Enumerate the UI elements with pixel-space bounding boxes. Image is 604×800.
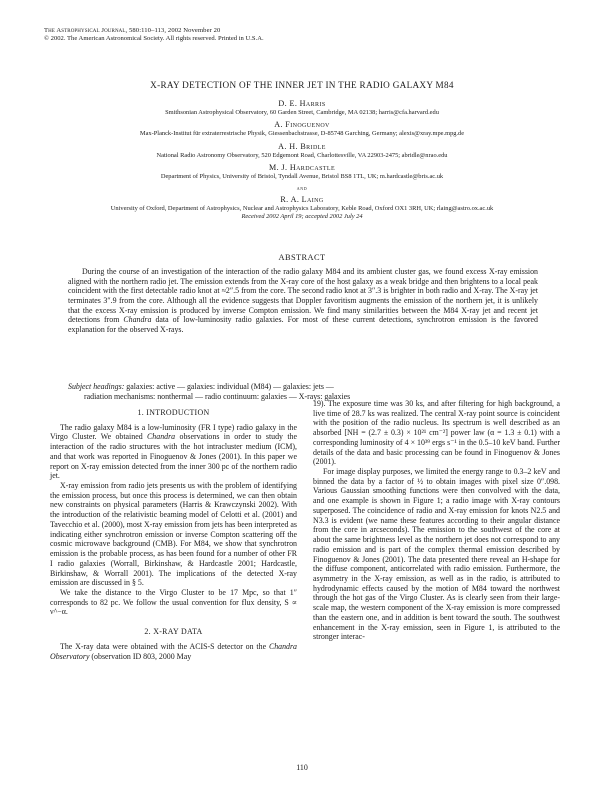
paragraph: 19). The exposure time was 30 ks, and after filtering for high background, a live time of 28.7 ks was realized. The central X-ray point source is coincident with the position of the radio nucleus. Its spectrum is well described as an absorbed [NH = (2.7 ± 0.3) × 10²¹ cm⁻²] power law (α = 1.3 ± 0.1) with a corresponding luminosity of 4 × 10³⁹ ergs s⁻¹ in the 0.5–10 keV band. Further details of the data and basic processing can be found in Finoguenov & Jones (2001). bbox=[313, 399, 560, 467]
paragraph: X-ray emission from radio jets presents us with the problem of identifying the emission process, but once this process is determined, we can then obtain new constraints on physical parameters (Harris & Krawczynski 2002). With the introduction of the relativistic beaming model of Celotti et al. (2001) and Tavecchio et al. (2000), most X-ray emission from jets has been interpreted as indicating either synchrotron emission or inverse Compton scattering off the cosmic microwave background (CMB). For M84, we show that synchrotron emission is the probable process, as has been found for a number of other FR I radio galaxies (Worrall, Birkinshaw, & Hardcastle 2001; Hardcastle, Birkinshaw, & Worrall 2001). The implications of the detected X-ray emission are discussed in § 5. bbox=[50, 481, 297, 588]
author-name: M. J. Hardcastle bbox=[268, 163, 336, 173]
author-affiliation: National Radio Astronomy Observatory, 520 Edgemont Road, Charlottesville, VA 22903-2475; abridle@nrao.edu bbox=[156, 151, 448, 159]
abstract-part: data of low-luminosity radio galaxies. For most of these current detections, synchrotron emission is the favored explanation for the observed X-rays. bbox=[68, 315, 538, 334]
right-column bbox=[313, 399, 560, 642]
author-block bbox=[30, 99, 574, 221]
text-run: (observation ID 803, 2000 May bbox=[89, 651, 192, 661]
paragraph: We take the distance to the Virgo Cluster to be 17 Mpc, so that 1″ corresponds to 82 pc. We follow the usual convention for flux density, S ∝ ν^−α. bbox=[50, 587, 297, 617]
abstract-emphasis: Chandra bbox=[123, 315, 152, 325]
subject-terms: galaxies: active — galaxies: individual (M84) — galaxies: jets — bbox=[124, 382, 334, 391]
text-run: The radio galaxy M84 is a low-luminosity (FR I type) radio galaxy in the Virgo Cluster. We obtained bbox=[50, 422, 297, 442]
paragraph bbox=[50, 642, 297, 661]
author-name: A. H. Bridle bbox=[278, 141, 326, 151]
abstract-part: During the course of an investigation of the interaction of the radio galaxy M84 and its ambient cluster gas, we found excess X-ray emission aligned with the northern radio jet. The emission extends from the X-ray core of the host galaxy as a weak bridge and then brightens to a local peak coincident with the first detectable radio knot at ≈2″.5 from the core. The second radio knot at 3″.3 is brighter in both radio and X-ray. The X-ray jet terminates 3″.9 from the core. Although all the evidence suggests that Doppler favoritism augments the emission of the northern jet, it is unlikely that the excess X-ray emission is produced by inverse Compton emission. We find many similarities between the M84 X-ray jet and recent jet detections from bbox=[68, 267, 538, 325]
author-affiliation: Department of Physics, University of Bristol, Tyndall Avenue, Bristol BS8 1TL, UK; m.hardcastle@bris.ac.uk bbox=[160, 173, 444, 181]
text-run: observations in order to study the interaction of the radio structures with the hot intracluster medium (ICM), and that work was reported in Finoguenov & Jones (2001). In this paper we report on X-ray emission detected from the inner 300 pc of the northern radio jet. bbox=[50, 432, 298, 481]
paper-title: X-RAY DETECTION OF THE INNER JET IN THE RADIO GALAXY M84 bbox=[150, 80, 454, 90]
subject-terms-cont: radiation mechanisms: nonthermal — radio continuum: galaxies — X-rays: galaxies bbox=[84, 391, 351, 401]
section-heading: 1. INTRODUCTION bbox=[137, 408, 210, 417]
paragraph: For image display purposes, we limited the energy range to 0.3–2 keV and binned the data by a factor of ½ to obtain images with pixel size 0″.098. Various Gaussian smoothing functions were then convolved with the data, and one example is shown in Figure 1; a radio image with X-ray contours superposed. The coincidence of radio and X-ray emission for knots N2.5 and N3.3 is evident (we name these features according to their angular distance from the core in arcseconds). The emission to the southwest of the core at about the same brightness level as the northern jet does not correspond to any radio emission and is part of the complex thermal emission described by Finoguenov & Jones (2001). The data presented there reveal an H-shape for the diffuse component, anticorrelated with radio emission. Furthermore, the asymmetry in the X-ray emission, as well as in the radio, is attributed to hydrodynamic effects caused by the motion of M84 toward the northwest through the hot gas of the Virgo Cluster. As is clearly seen from their large-scale map, the western component of the X-ray emission is more compressed than the eastern one, and in addition is bent toward the south. The southwest enhancement in the X-ray emission, seen in Figure 1, is attributed to the stronger interac- bbox=[313, 467, 560, 642]
author-name: A. Finoguenov bbox=[274, 120, 330, 130]
subject-label: Subject headings: bbox=[68, 382, 125, 391]
subject-line bbox=[68, 382, 538, 392]
text-emphasis: Chandra Observatory bbox=[50, 641, 297, 661]
paragraph bbox=[50, 423, 297, 481]
author-name: D. E. Harris bbox=[278, 99, 326, 108]
left-column bbox=[50, 408, 297, 661]
running-head bbox=[44, 27, 564, 43]
author-affiliation: University of Oxford, Department of Astrophysics, Nuclear and Astrophysics Laboratory, Keble Road, Oxford OX1 3RH, UK; rlaing@astro.ox.ac.uk bbox=[110, 204, 494, 212]
journal-name: The Astrophysical Journal bbox=[44, 27, 126, 34]
journal-citation bbox=[44, 27, 564, 35]
text-run: The X-ray data were obtained with the ACIS-S detector on the bbox=[60, 641, 269, 651]
copyright-line: © 2002. The American Astronomical Society. All rights reserved. Printed in U.S.A. bbox=[44, 35, 264, 43]
received-dates: Received 2002 April 19; accepted 2002 July 24 bbox=[241, 213, 363, 221]
section-heading: 2. X-RAY DATA bbox=[144, 627, 203, 637]
abstract-text bbox=[68, 267, 538, 335]
citation: , 580:110–113, 2002 November 20 bbox=[125, 27, 221, 34]
text-emphasis: Chandra bbox=[147, 432, 176, 442]
page-number: 110 bbox=[296, 763, 308, 772]
and-separator: and bbox=[296, 184, 308, 192]
author-affiliation: Smithsonian Astrophysical Observatory, 60 Garden Street, Cambridge, MA 02138; harris@cfa.harvard.edu bbox=[165, 109, 439, 116]
author-affiliation: Max-Planck-Institut für extraterrestrische Physik, Giessenbachstrasse, D-85748 Garching, Germany; alexis@xray.mpe.mpg.de bbox=[139, 130, 465, 138]
abstract-heading: ABSTRACT bbox=[278, 253, 326, 262]
author-name: R. A. Laing bbox=[280, 194, 324, 204]
